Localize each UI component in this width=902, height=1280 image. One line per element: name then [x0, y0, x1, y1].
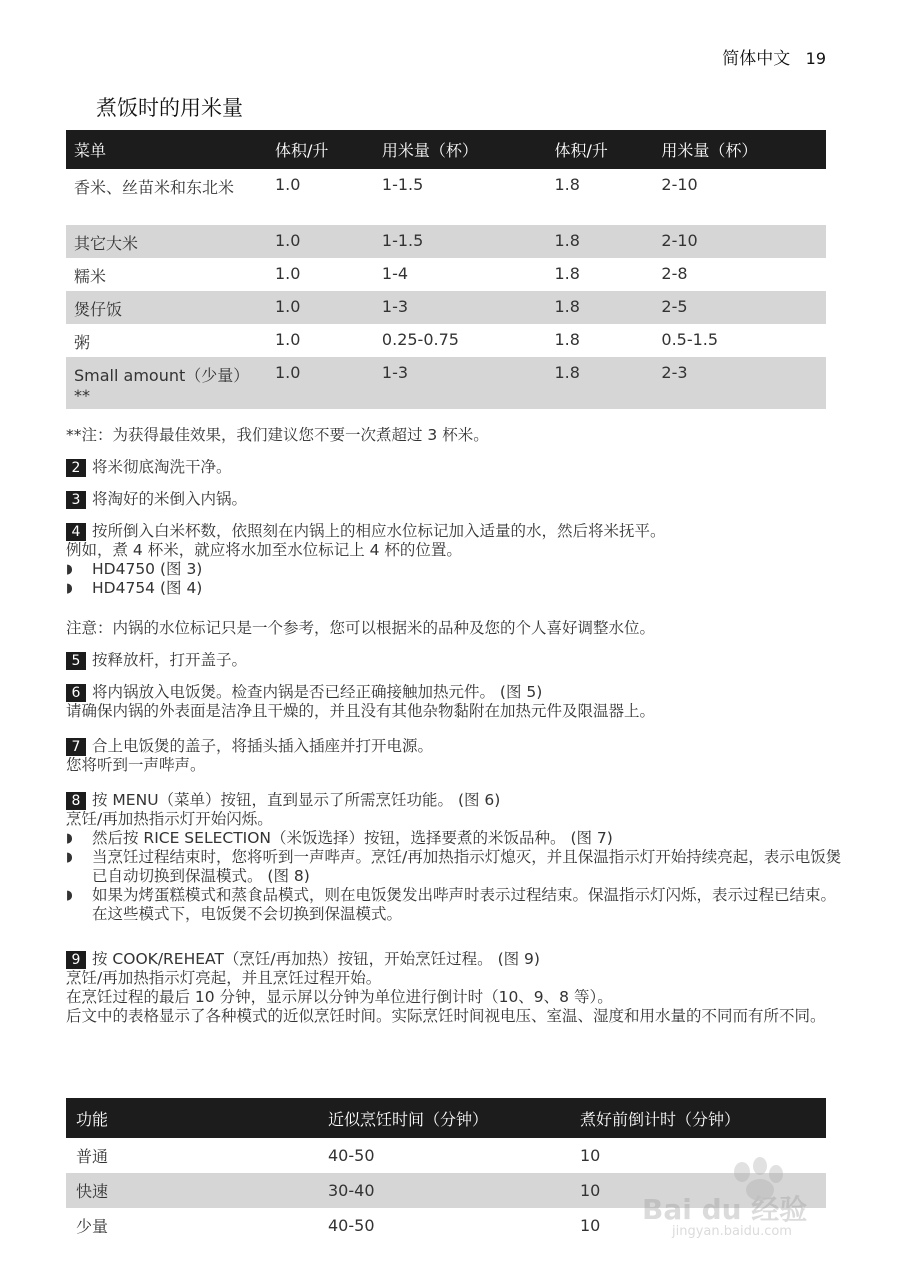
step-8 [66, 791, 846, 924]
step-text: 将内锅放入电饭煲。检查内锅是否已经正确接触加热元件。 (图 5) [92, 683, 543, 701]
list-item [66, 579, 846, 598]
table-cell: 1-3 [374, 291, 547, 324]
step-text: 按 MENU（菜单）按钮，直到显示了所需烹饪功能。 (图 6) [92, 791, 501, 809]
rice-amount-table [66, 130, 826, 409]
step-subtext: 例如，煮 4 杯米，就应将水加至水位标记上 4 杯的位置。 [66, 541, 462, 559]
step-subtext: 请确保内锅的外表面是洁净且干燥的，并且没有其他杂物黏附在加热元件及限温器上。 [66, 702, 656, 720]
step-4 [66, 522, 846, 598]
header-cell: 功能 [66, 1098, 318, 1138]
table-cell: 少量 [76, 1217, 109, 1236]
list-item [66, 560, 846, 579]
list-item [66, 829, 846, 848]
table-cell: 香米、丝苗米和东北米 [74, 178, 235, 197]
table-row [66, 324, 826, 357]
step-number: 9 [66, 951, 86, 969]
step-subtext: 后文中的表格显示了各种模式的近似烹饪时间。实际烹饪时间视电压、室温、湿度和用水量的不同而有所不同。 [66, 1007, 826, 1025]
page-number: 19 [805, 49, 826, 68]
language-label: 简体中文 [722, 49, 791, 69]
table-cell: 0.25-0.75 [381, 330, 459, 349]
table-cell: 1-3 [374, 357, 547, 409]
table-row [66, 225, 826, 258]
bullet-text: HD4754 (图 4) [92, 579, 203, 597]
step-number: 3 [66, 491, 86, 509]
step-subtext: 烹饪/再加热指示灯亮起，并且烹饪过程开始。 [66, 969, 382, 987]
bullet-icon: ◗ [66, 581, 73, 596]
table-cell: 2-10 [653, 225, 826, 258]
header-cell: 煮好前倒计时（分钟） [570, 1098, 826, 1138]
table-cell: 2-3 [653, 357, 826, 409]
bullet-text: 如果为烤蛋糕模式和蒸食品模式，则在电饭煲发出哔声时表示过程结束。保温指示灯闪烁，表示过程已结束。在这些模式下，电饭煲不会切换到保温模式。 [92, 886, 837, 923]
header-cell: 体积/升 [267, 130, 374, 169]
bullet-text: HD4750 (图 3) [92, 560, 203, 578]
table-cell: 1.0 [275, 330, 301, 349]
step-5 [66, 651, 846, 670]
table-row [66, 357, 826, 409]
table-cell: 煲仔饭 [66, 291, 267, 324]
table-header-row [66, 1098, 826, 1138]
table-cell: 1.8 [546, 225, 653, 258]
step-number: 8 [66, 792, 86, 810]
table-cell: 1.0 [267, 291, 374, 324]
step-number: 4 [66, 523, 86, 541]
table-cell: 1.8 [554, 330, 580, 349]
header-cell: 体积/升 [546, 130, 653, 169]
bullet-icon: ◗ [66, 888, 73, 903]
table-cell: 2-5 [653, 291, 826, 324]
table-cell: 普通 [76, 1147, 109, 1166]
bullet-icon: ◗ [66, 562, 73, 577]
table-cell: 1.0 [275, 175, 301, 194]
table-cell: 2-10 [661, 175, 698, 194]
step-subtext: 在烹饪过程的最后 10 分钟，显示屏以分钟为单位进行倒计时（10、9、8 等）。 [66, 988, 613, 1006]
table-cell: 1-1.5 [374, 225, 547, 258]
step-text: 按释放杆，打开盖子。 [92, 651, 248, 669]
bullet-text: 当烹饪过程结束时，您将听到一声哔声。烹饪/再加热指示灯熄灭，并且保温指示灯开始持续亮起，表示电饭煲已自动切换到保温模式。 (图 8) [92, 848, 842, 885]
step-text: 按所倒入白米杯数，依照刻在内锅上的相应水位标记加入适量的水，然后将米抚平。 [92, 522, 666, 540]
table-cell: 10 [580, 1146, 601, 1165]
table-cell: 快速 [66, 1173, 318, 1208]
table-cell: 1.8 [554, 175, 580, 194]
table-cell: 1.0 [267, 357, 374, 409]
step-number: 5 [66, 652, 86, 670]
table-row [66, 258, 826, 291]
table-cell: 0.5-1.5 [661, 330, 719, 349]
footnote: **注：为获得最佳效果，我们建议您不要一次煮超过 3 杯米。 [66, 426, 489, 444]
table-cell: 1-4 [381, 264, 409, 283]
section-title: 煮饭时的用米量 [96, 96, 243, 120]
table-cell: 其它大米 [66, 225, 267, 258]
header-cell: 用米量（杯） [653, 130, 826, 169]
list-item [66, 886, 846, 924]
table-row [66, 291, 826, 324]
step-9 [66, 950, 846, 1026]
step-7 [66, 737, 846, 775]
watermark-brand: Bai du 经验 [642, 1193, 808, 1226]
table-cell: 2-8 [661, 264, 688, 283]
step-number: 2 [66, 459, 86, 477]
header-cell: 菜单 [66, 130, 267, 169]
header-cell: 近似烹饪时间（分钟） [318, 1098, 570, 1138]
watermark-url: jingyan.baidu.com [672, 1224, 792, 1239]
baidu-watermark [642, 1150, 842, 1240]
step-number: 6 [66, 684, 86, 702]
table-cell: 粥 [74, 333, 91, 352]
table-cell: 40-50 [328, 1216, 375, 1235]
caution-note: 注意：内锅的水位标记只是一个参考，您可以根据米的品种及您的个人喜好调整水位。 [66, 619, 656, 637]
table-cell: 10 [580, 1216, 601, 1235]
step-text: 合上电饭煲的盖子，将插头插入插座并打开电源。 [92, 737, 434, 755]
table-cell: 1.8 [546, 291, 653, 324]
table-row [66, 169, 826, 225]
bullet-icon: ◗ [66, 831, 73, 846]
table-cell: 1.8 [546, 357, 653, 409]
step-number: 7 [66, 738, 86, 756]
table-cell: 1.0 [275, 264, 301, 283]
step-2 [66, 458, 846, 477]
list-item [66, 848, 846, 886]
table-cell: 1.8 [554, 264, 580, 283]
page-header [722, 44, 826, 69]
table-cell: 1.0 [267, 225, 374, 258]
table-cell: Small amount（少量）** [66, 357, 267, 409]
step-subtext: 烹饪/再加热指示灯开始闪烁。 [66, 810, 273, 828]
table-header-row [66, 130, 826, 169]
header-cell: 用米量（杯） [374, 130, 547, 169]
step-3 [66, 490, 846, 509]
step-text: 按 COOK/REHEAT（烹饪/再加热）按钮，开始烹饪过程。 (图 9) [92, 950, 540, 968]
table-cell: 10 [570, 1173, 826, 1208]
table-cell: 40-50 [328, 1146, 375, 1165]
table-cell: 糯米 [74, 267, 107, 286]
step-text: 将淘好的米倒入内锅。 [92, 490, 248, 508]
table-cell: 30-40 [318, 1173, 570, 1208]
step-subtext: 您将听到一声哔声。 [66, 756, 206, 774]
step-6 [66, 683, 846, 721]
bullet-text: 然后按 RICE SELECTION（米饭选择）按钮，选择要煮的米饭品种。 (图 7) [92, 829, 613, 847]
bullet-icon: ◗ [66, 850, 73, 865]
step-text: 将米彻底淘洗干净。 [92, 458, 232, 476]
table-cell: 1-1.5 [381, 175, 424, 194]
